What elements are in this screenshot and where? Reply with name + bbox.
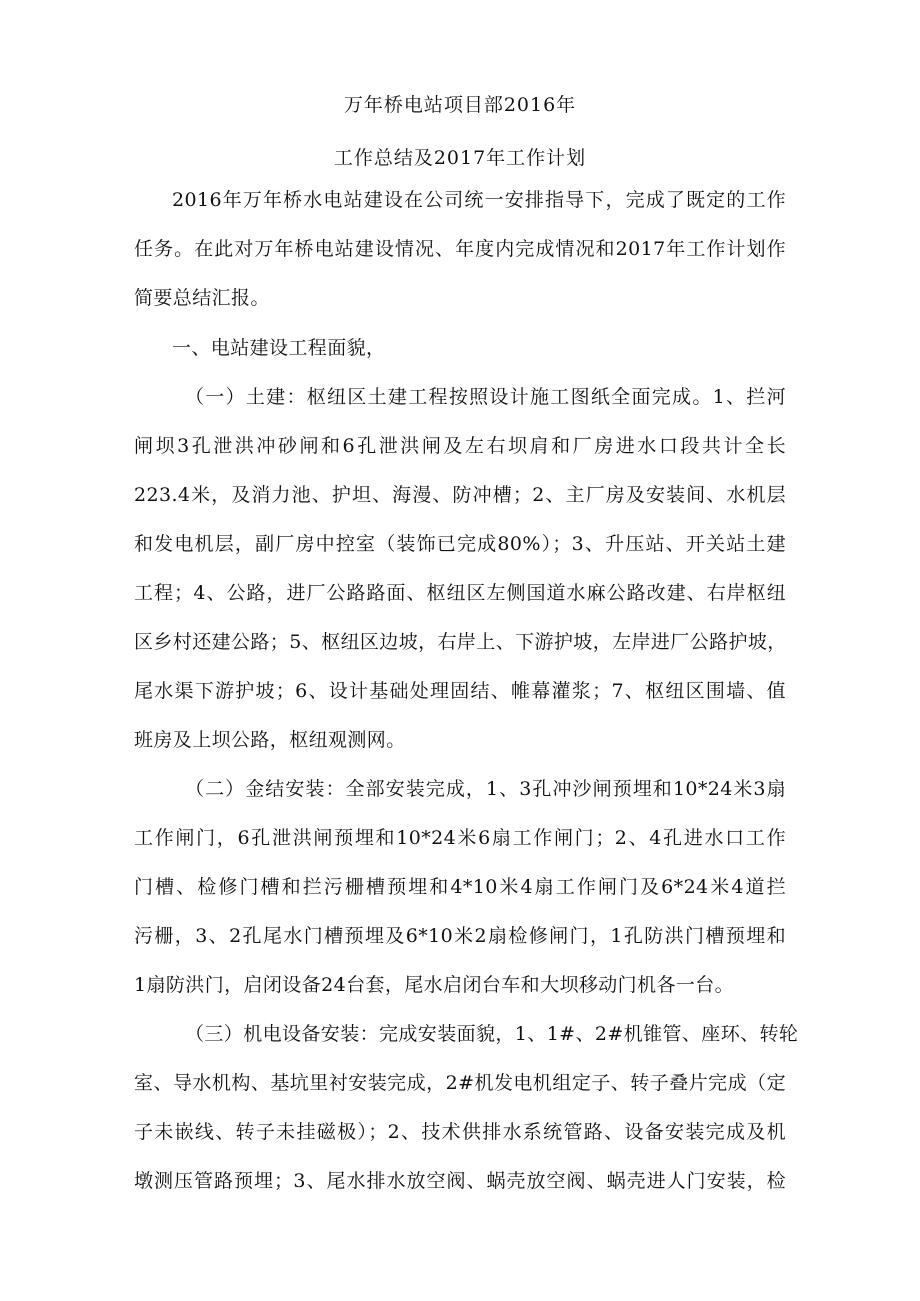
metal-line: 1扇防洪门，启闭设备24台套，尾水启闭台车和大坝移动门机各一台。 <box>134 974 735 996</box>
civil-line: 工程；4、公路，进厂公路路面、枢纽区左侧国道水麻公路改建、右岸枢纽 <box>134 582 786 604</box>
civil-line: 和发电机层，副厂房中控室（装饰已完成80%）；3、升压站、开关站土建 <box>134 533 786 555</box>
civil-line: （一）土建：枢纽区土建工程按照设计施工图纸全面完成。1、拦河 <box>185 386 786 408</box>
metal-line: （二）金结安装：全部安装完成，1、3孔冲沙闸预埋和10*24米3扇 <box>185 778 786 800</box>
intro-line: 简要总结汇报。 <box>134 287 270 309</box>
electro-line: 子未嵌线、转子未挂磁极）；2、技术供排水系统管路、设备安装完成及机 <box>134 1121 786 1143</box>
document-title-line-1: 万年桥电站项目部2016年 <box>343 94 577 116</box>
document-title-line-2: 工作总结及2017年工作计划 <box>333 147 587 169</box>
civil-line: 223.4米，及消力池、护坦、海漫、防冲槽；2、主厂房及安装间、水机层 <box>134 484 786 506</box>
intro-line: 2016年万年桥水电站建设在公司统一安排指导下，完成了既定的工作 <box>172 189 786 211</box>
section-heading: 一、电站建设工程面貌， <box>172 337 386 359</box>
electro-line: 室、导水机构、基坑里衬安装完成，2#机发电机组定子、转子叠片完成（定 <box>134 1072 786 1094</box>
civil-line: 闸坝3孔泄洪冲砂闸和6孔泄洪闸及左右坝肩和厂房进水口段共计全长 <box>134 435 786 457</box>
metal-line: 工作闸门，6孔泄洪闸预埋和10*24米6扇工作闸门；2、4孔进水口工作 <box>134 827 786 849</box>
civil-line: 区乡村还建公路；5、枢纽区边坡，右岸上、下游护坡，左岸进厂公路护坡， <box>134 631 787 653</box>
electro-line: 墩测压管路预埋；3、尾水排水放空阀、蜗壳放空阀、蜗壳进人门安装，检 <box>134 1170 786 1192</box>
intro-line: 任务。在此对万年桥电站建设情况、年度内完成情况和2017年工作计划作 <box>134 238 786 260</box>
metal-line: 门槽、检修门槽和拦污栅槽预埋和4*10米4扇工作闸门及6*24米4道拦 <box>134 876 786 898</box>
metal-line: 污栅，3、2孔尾水门槽预埋及6*10米2扇检修闸门，1孔防洪门槽预埋和 <box>134 925 786 947</box>
electro-line: （三）机电设备安装：完成安装面貌，1、1#、2#机锥管、座环、转轮 <box>185 1023 799 1045</box>
civil-line: 班房及上坝公路，枢纽观测网。 <box>134 729 406 751</box>
civil-line: 尾水渠下游护坡；6、设计基础处理固结、帷幕灌浆；7、枢纽区围墙、值 <box>134 680 786 702</box>
